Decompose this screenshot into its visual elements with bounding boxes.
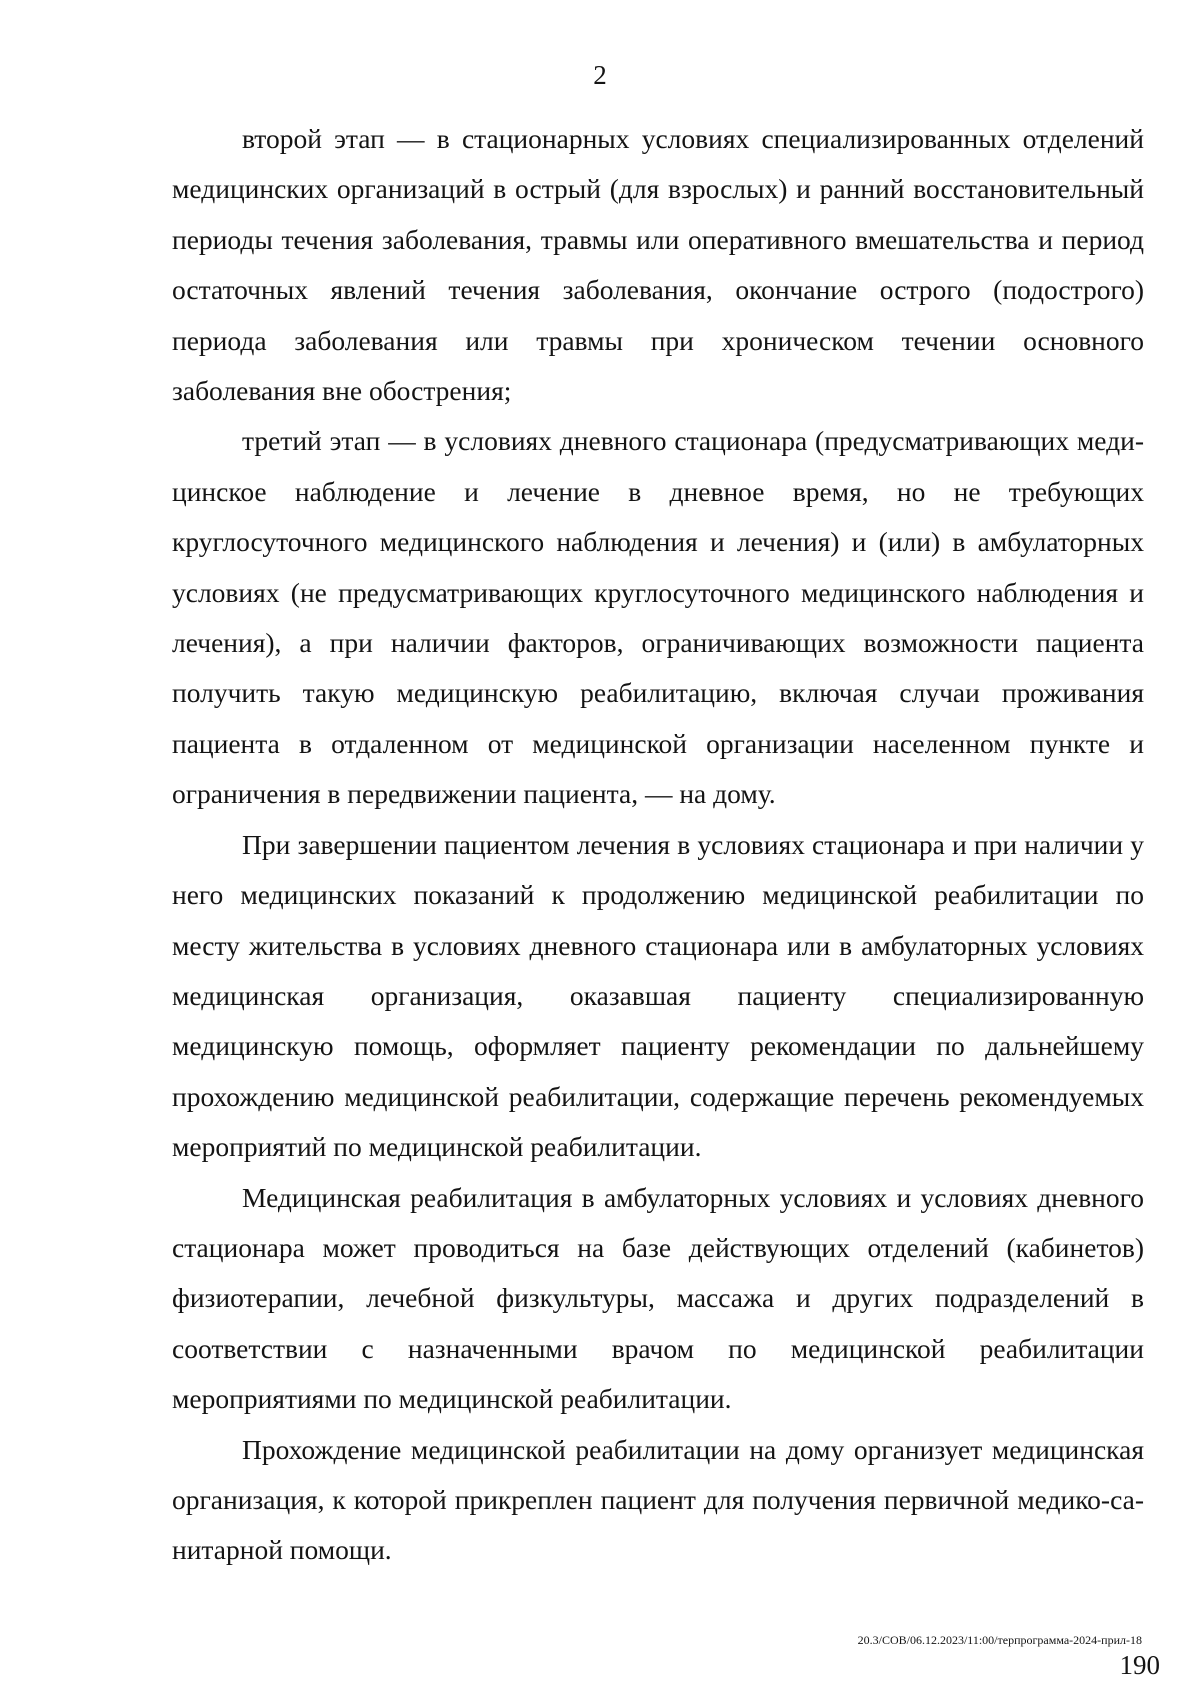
sheet-number: 190 xyxy=(1119,1650,1160,1680)
paragraph-home-rehabilitation: Прохождение медицинской реабилитации на дому организует медицинская организация, к которой прикреплен пациент для получения первичной медико-санитарной помощи. xyxy=(172,1433,1144,1566)
document-footer-code: 20.3/СОВ/06.12.2023/11:00/терпрограмма-2024-прил-18 xyxy=(857,1633,1142,1647)
document-body xyxy=(172,114,1144,1576)
paragraph-third-stage: третий этап — в условиях дневного стационара (предусматривающих медицинское наблюдение и лечение в дневное время, но не требующих круглосуточного медицинского наблюдения и лечения) и (или) в амбулаторных условиях (не предусматривающих круглосуточного медицинского наблюдения и лечения), а при наличии факторов, ограничивающих возможности пациента получить такую медицинскую реабилитацию, включая случаи проживания пациента в отдаленном от медицинской организации населенном пункте и ограничения в передвижении пациента, — на дому. xyxy=(172,425,1144,810)
paragraph-outpatient-rehabilitation: Медицинская реабилитация в амбулаторных условиях и условиях дневного стационара может проводиться на базе действующих отделений (кабинетов) физиотерапии, лечебной физкультуры, массажа и других подразделений в соответствии с назначенными врачом по медицинской реабилитации мероприятиями по медицинской реабилитации. xyxy=(172,1181,1144,1415)
paragraph-second-stage: второй этап — в стационарных условиях специализированных отделений медицинских организаций в острый (для взрослых) и ранний восстановительный периоды течения заболевания, травмы или оперативного вмешательства и период остаточных явлений течения заболевания, окончание острого (подострого) периода заболевания или травмы при хроническом течении основного заболевания вне обострения; xyxy=(172,123,1144,407)
paragraph-discharge-recommendations: При завершении пациентом лечения в условиях стационара и при наличии у него медицинских показаний к продолжению медицинской реабилитации по месту жительства в условиях дневного стационара или в амбулаторных условиях медицинская организация, оказавшая пациенту специализированную медицинскую помощь, оформляет пациенту рекомендации по дальнейшему прохождению медицинской реабилитации, содержащие перечень рекомендуемых мероприятий по медицинской реабилитации. xyxy=(172,828,1144,1163)
page-number: 2 xyxy=(593,60,607,90)
